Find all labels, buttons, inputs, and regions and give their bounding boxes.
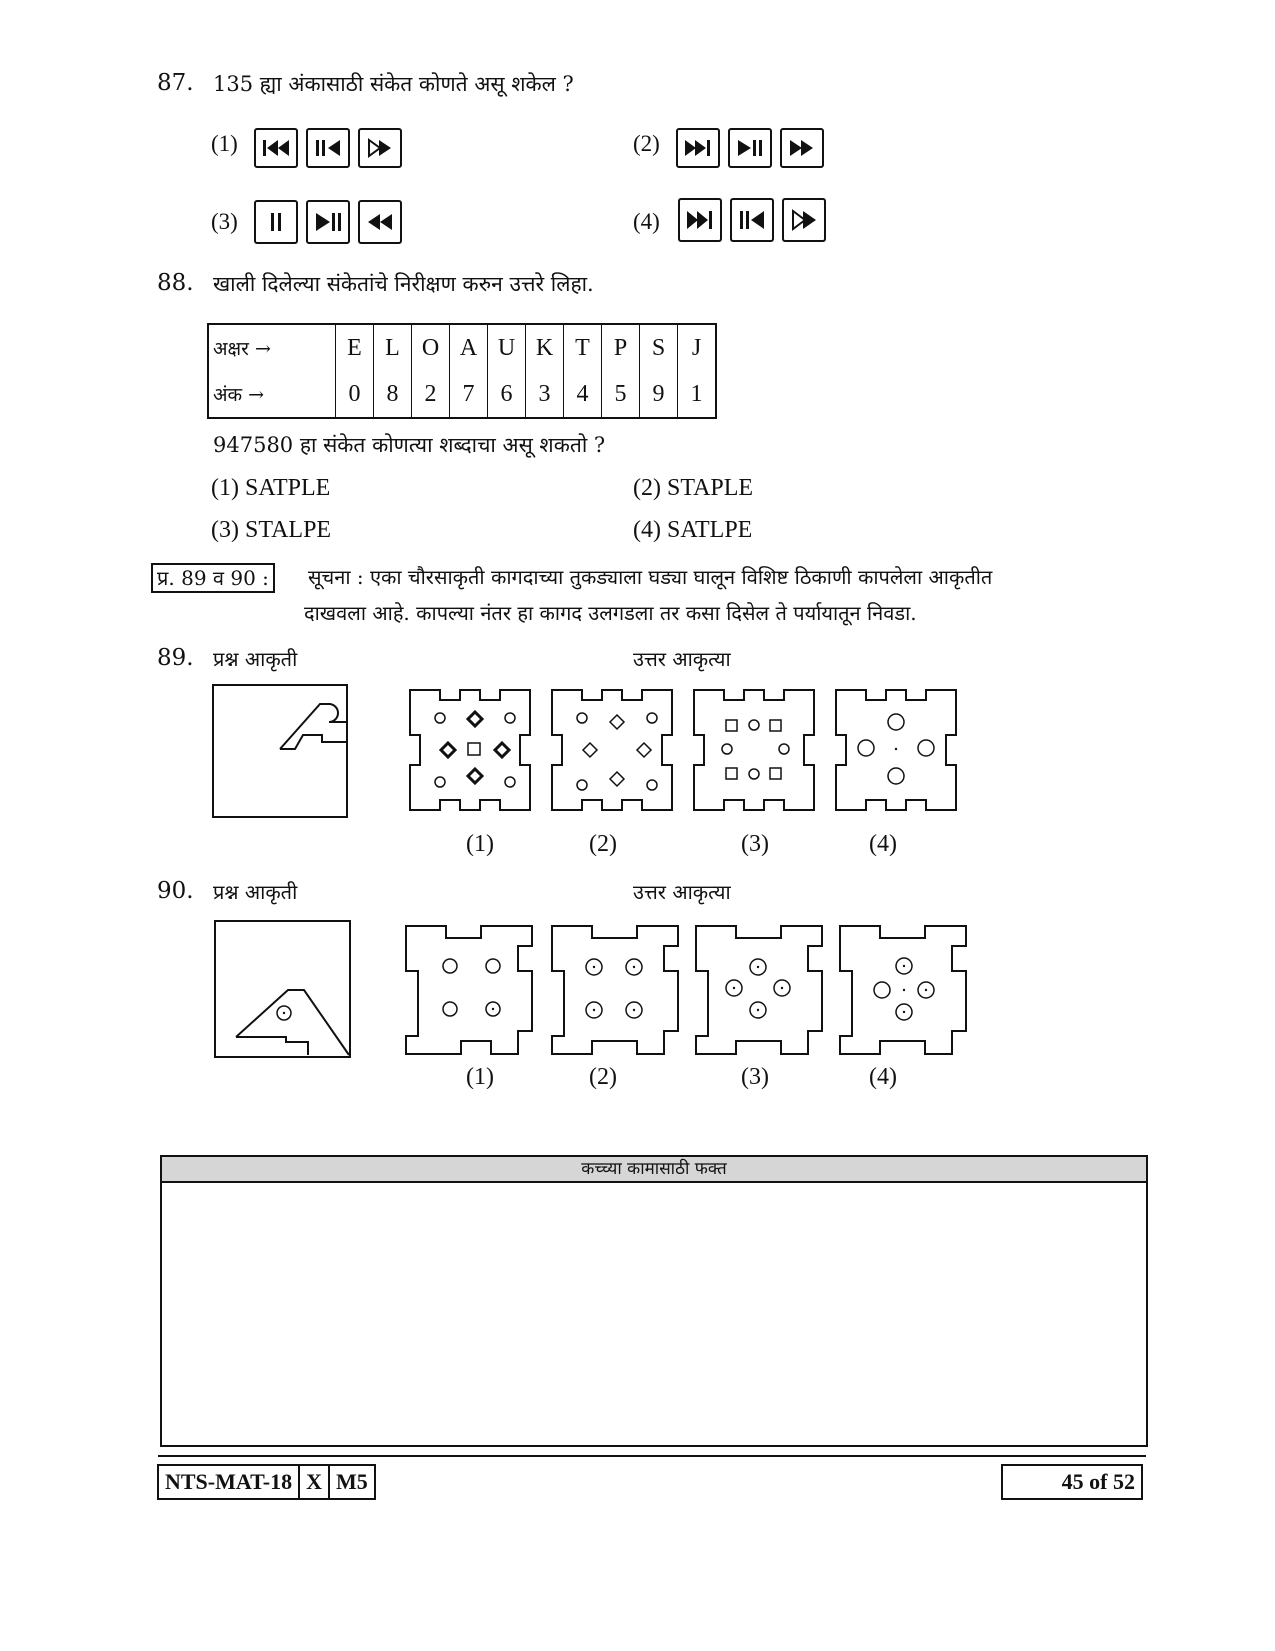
letter-cell: A xyxy=(450,325,488,371)
q88-option-4 xyxy=(633,517,752,544)
q89-answer-4-figure xyxy=(836,690,956,810)
page-number-box xyxy=(1001,1464,1143,1500)
q89-number: 89. xyxy=(157,645,194,671)
digit-cell: 0 xyxy=(336,371,374,417)
page-number: 45 of 52 xyxy=(1061,1469,1135,1494)
digit-cell: 9 xyxy=(640,371,678,417)
rough-work-box xyxy=(160,1155,1148,1447)
digits-row-label: अंक → xyxy=(213,384,265,406)
q89-answer-caption: उत्तर आकृत्या xyxy=(633,647,731,671)
option-label: (3) xyxy=(211,517,239,543)
q90-answer-1-figure xyxy=(406,926,532,1054)
letter-cell: L xyxy=(374,325,412,371)
q87-option-4-label: (4) xyxy=(633,209,660,234)
q89-answer-1-figure xyxy=(410,690,530,810)
paper-code: NTS-MAT-18 xyxy=(165,1469,293,1494)
option-label: (4) xyxy=(633,517,661,543)
q90-answer-4-figure xyxy=(840,926,966,1054)
q90-answer-figures xyxy=(404,924,972,1058)
pause-back-icon xyxy=(306,128,350,168)
q90-label-3: (3) xyxy=(741,1064,769,1090)
q89-answer-2-figure xyxy=(552,690,672,810)
q87-option-4-symbols xyxy=(678,198,826,242)
q89-question-figure xyxy=(210,682,352,822)
digit-cell: 7 xyxy=(450,371,488,417)
digit-cell: 1 xyxy=(678,371,716,417)
q89-label-2: (2) xyxy=(589,831,617,857)
q90-label-4: (4) xyxy=(869,1064,897,1090)
q87-option-2-label: (2) xyxy=(633,131,660,156)
letter-cell: U xyxy=(488,325,526,371)
rough-work-title: कच्च्या कामासाठी फक्त xyxy=(162,1157,1146,1183)
rewind-icon xyxy=(358,200,402,244)
digit-cell: 4 xyxy=(564,371,602,417)
fast-forward-icon xyxy=(358,128,402,168)
q89-question-caption: प्रश्न आकृती xyxy=(213,647,298,671)
letter-cell: P xyxy=(602,325,640,371)
code-table xyxy=(207,323,717,419)
q89-label-1: (1) xyxy=(466,831,494,857)
skip-forward-icon xyxy=(678,198,722,242)
q87-option-2-symbols xyxy=(676,128,824,168)
q89-answer-figures xyxy=(408,688,968,818)
q87-option-1-symbols xyxy=(254,128,402,168)
letter-cell: S xyxy=(640,325,678,371)
digit-cell: 8 xyxy=(374,371,412,417)
letter-cell: T xyxy=(564,325,602,371)
q88-option-1 xyxy=(211,475,330,502)
option-word: SATLPE xyxy=(666,517,753,543)
option-label: (2) xyxy=(633,475,661,501)
digit-cell: 6 xyxy=(488,371,526,417)
option-word: STALPE xyxy=(244,517,332,543)
q90-number: 90. xyxy=(157,878,194,904)
medium: M5 xyxy=(328,1466,374,1498)
q87-option-3-symbols xyxy=(254,200,402,244)
q90-question-caption: प्रश्न आकृती xyxy=(213,880,298,904)
footer-divider xyxy=(158,1455,1146,1457)
fast-forward-icon xyxy=(782,198,826,242)
q88-option-2 xyxy=(633,475,753,502)
option-word: STAPLE xyxy=(666,475,754,501)
q90-answer-3-figure xyxy=(696,926,822,1054)
q90-question-figure xyxy=(212,918,354,1060)
instruction-tag: प्र. 89 व 90 : xyxy=(151,563,275,593)
letter-cell: K xyxy=(526,325,564,371)
q87-option-1-label: (1) xyxy=(211,131,238,156)
digit-cell: 5 xyxy=(602,371,640,417)
q89-answer-3-figure xyxy=(694,690,814,810)
letter-cell: J xyxy=(678,325,716,371)
q89-label-4: (4) xyxy=(869,831,897,857)
pause-icon xyxy=(254,200,298,244)
play-pause-icon xyxy=(306,200,350,244)
letter-cell: E xyxy=(336,325,374,371)
fast-forward-icon xyxy=(780,128,824,168)
q88-question: 947580 हा संकेत कोणत्या शब्दाचा असू शकतो ? xyxy=(213,433,606,457)
q90-answer-2-figure xyxy=(552,926,678,1054)
q90-label-2: (2) xyxy=(589,1064,617,1090)
q88-number: 88. xyxy=(157,270,194,296)
option-label: (1) xyxy=(211,475,239,501)
skip-back-icon xyxy=(254,128,298,168)
q87-number: 87. xyxy=(157,70,194,96)
standard: X xyxy=(298,1466,328,1498)
play-pause-icon xyxy=(728,128,772,168)
q90-answer-caption: उत्तर आकृत्या xyxy=(633,880,731,904)
q87-option-3-label: (3) xyxy=(211,209,238,234)
q88-text: खाली दिलेल्या संकेतांचे निरीक्षण करुन उत्तरे लिहा. xyxy=(213,272,594,296)
paper-code-box xyxy=(157,1464,376,1500)
option-word: SATPLE xyxy=(244,475,331,501)
q87-text: 135 ह्या अंकासाठी संकेत कोणते असू शकेल ? xyxy=(213,72,574,96)
letters-row-label: अक्षर → xyxy=(213,338,271,360)
pause-back-icon xyxy=(730,198,774,242)
q88-option-3 xyxy=(211,517,331,544)
digit-cell: 3 xyxy=(526,371,564,417)
digit-cell: 2 xyxy=(412,371,450,417)
q90-label-1: (1) xyxy=(466,1064,494,1090)
q89-label-3: (3) xyxy=(741,831,769,857)
skip-forward-icon xyxy=(676,128,720,168)
letter-cell: O xyxy=(412,325,450,371)
instruction-line-2: दाखवला आहे. कापल्या नंतर हा कागद उलगडला तर कसा दिसेल ते पर्यायातून निवडा. xyxy=(304,601,917,625)
instruction-line-1: सूचना : एका चौरसाकृती कागदाच्या तुकड्याला घड्या घालून विशिष्ट ठिकाणी कापलेला आकृतीत xyxy=(308,565,993,589)
